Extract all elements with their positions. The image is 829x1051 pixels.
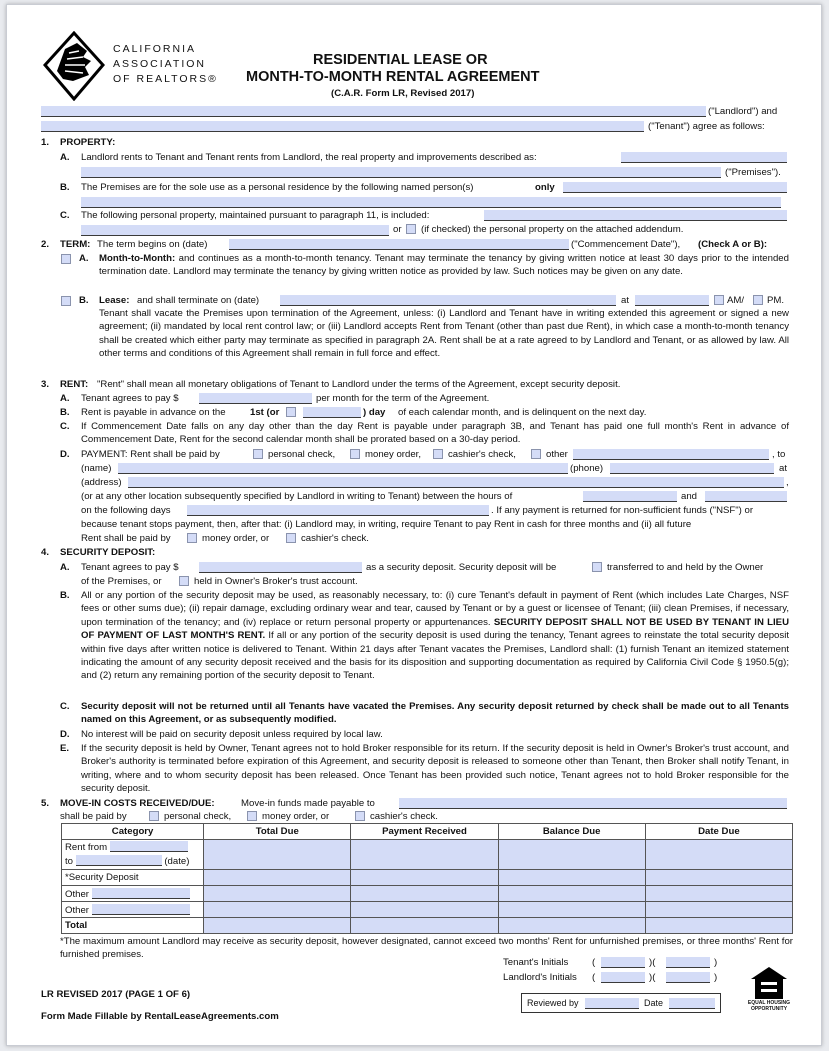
section4-number: 4. [41, 547, 50, 558]
month-to-month-body: and continues as a month-to-month tenancy. Tenant may terminate the tenancy by giving written notice at least 30 days prior to the intended termination date. Landlord may terminate the tenancy by giving written notice as provided by law. Such notices may be given on any date. [99, 253, 789, 278]
rent-payable-text: Rent is payable in advance on the [81, 407, 226, 418]
org-line1: CALIFORNIA [113, 43, 197, 55]
doc-title-line1: RESIDENTIAL LEASE OR [313, 52, 488, 68]
item-label: A. [60, 393, 70, 404]
paren: ) [714, 957, 718, 968]
term-text: The term begins on (date) [97, 239, 208, 250]
section5-number: 5. [41, 798, 50, 809]
tenant-label: ("Tenant") agree as follows: [648, 121, 765, 132]
personal-property-field-2[interactable] [81, 225, 389, 236]
tenant-initials-field-2[interactable] [666, 957, 710, 968]
broker-text: If the security deposit is held by Owner, Tenant agrees not to hold Broker responsible for its return. If the security deposit is held in Owner's Broker's trust account, and Broker's authority is terminated before expiration of this Agreement, and security deposit is released to someone other than Tenant, then Broker shall notify Tenant, in writing, where and to whom security deposit has been released. Once Tenant has been provided such notice, Tenant agrees not to hold Broker responsible for the security deposit. [81, 743, 789, 795]
interest-text: No interest will be paid on security deposit unless required by local law. [81, 729, 383, 740]
landlord-initials-field-1[interactable] [601, 972, 645, 983]
table-header-row [62, 824, 793, 840]
paren: )( [649, 957, 656, 968]
col-balance-due: Balance Due [498, 824, 645, 840]
reviewed-by-label: Reviewed by [527, 998, 579, 1008]
occupants-field[interactable] [563, 182, 787, 193]
property-text: Landlord rents to Tenant and Tenant rents from Landlord, the real property and improvements described as: [81, 152, 537, 163]
section2-number: 2. [41, 239, 50, 250]
item-label: A. [60, 152, 70, 163]
section1-title: PROPERTY: [60, 137, 116, 148]
other-category-field-1[interactable] [92, 888, 190, 899]
paren: ( [592, 957, 596, 968]
doc-title-line2: MONTH-TO-MONTH RENTAL AGREEMENT [246, 69, 540, 85]
at-label: at [621, 295, 630, 306]
commencement-date-field[interactable] [229, 239, 569, 250]
review-date-label: Date [644, 998, 664, 1008]
table-row [62, 902, 793, 918]
paren: ( [592, 972, 596, 983]
col-date-due: Date Due [645, 824, 792, 840]
deposit-date-due-field[interactable] [645, 870, 792, 886]
day-label: ) day [363, 407, 386, 418]
tenant-initials-field-1[interactable] [601, 957, 645, 968]
doc-subtitle: (C.A.R. Form LR, Revised 2017) [331, 88, 475, 99]
table-row [62, 870, 793, 886]
item-label: C. [60, 421, 70, 432]
other-label-2: Other [65, 904, 89, 916]
cashiers-check-checkbox[interactable] [433, 449, 443, 459]
future-cashiers-check-label: cashier's check. [301, 533, 369, 544]
total-due-field[interactable] [204, 918, 351, 934]
deposit-warning: SECURITY DEPOSIT SHALL NOT BE USED BY TENANT IN LIEU OF PAYMENT OF LAST MONTH'S RENT. [81, 616, 789, 642]
lease-title: Lease: [99, 295, 130, 306]
deposit-payment-received-field[interactable] [351, 870, 498, 886]
personal-check-label: personal check, [268, 449, 336, 460]
other1-date-due-field[interactable] [645, 886, 792, 902]
pm-checkbox[interactable] [753, 295, 763, 305]
paid-by-text: shall be paid by [60, 811, 127, 822]
item-label: C. [60, 701, 70, 712]
nsf-text: . If any payment is returned for non-sufficient funds ("NSF") or [491, 505, 754, 516]
due-day-checkbox[interactable] [286, 407, 296, 417]
other2-payment-received-field[interactable] [351, 902, 498, 918]
other-label-1: Other [65, 888, 89, 900]
item-label: C. [60, 210, 70, 221]
total-payment-received-field[interactable] [351, 918, 498, 934]
lease-body-text: Tenant shall vacate the Premises upon termination of the Agreement, unless: (i) Landlord and Tenant have in writing extended this agreement or signed a new agreement; (ii) mandated by local rent control law; or (iii) Landlord accepts Rent from Tenant (other than past due Rent), in which case a month-to-month tenancy shall be created which either party may terminate as specified in paragraph 2A. Rent shall be at a rate agreed to by Landlord and Tenant, or as allowed by law. All other terms and conditions of this Agreement shall remain in full force and effect. [99, 308, 789, 360]
eho-text-1: EQUAL HOUSING [747, 1000, 791, 1006]
days-text: on the following days [81, 505, 171, 516]
stop-payment-text: because tenant stops payment, then, after that: (i) Landlord may, in writing, require Tenant to pay Rent in cash for three months and (ii) all future [81, 519, 692, 530]
item-label: A. [79, 253, 89, 264]
rent-date-label: (date) [164, 855, 190, 867]
comma-label: , [786, 477, 789, 488]
deposit-mid-text: as a security deposit. Security deposit will be [366, 562, 557, 573]
personal-property-text: The following personal property, maintained pursuant to paragraph 11, is included: [81, 210, 430, 221]
addendum-label: (if checked) the personal property on the attached addendum. [421, 224, 684, 235]
section3-number: 3. [41, 379, 50, 390]
deposit-amount-field[interactable] [199, 562, 362, 573]
commencement-label: ("Commencement Date"), [571, 239, 681, 250]
col-category: Category [62, 824, 204, 840]
lease-end-time-field[interactable] [635, 295, 709, 306]
item-label: B. [60, 182, 70, 193]
landlord-initials-field-2[interactable] [666, 972, 710, 983]
car-logo-icon [43, 31, 105, 101]
future-rent-text: Rent shall be paid by [81, 533, 171, 544]
other1-payment-received-field[interactable] [351, 886, 498, 902]
section3-title: RENT: [60, 379, 89, 390]
cashiers-check-label: cashier's check, [448, 449, 516, 460]
other-cell-2 [62, 902, 204, 918]
item-label: B. [79, 295, 89, 306]
other2-date-due-field[interactable] [645, 902, 792, 918]
deposit-max-note: *The maximum amount Landlord may receive as security deposit, however designated, cannot exceed two months' Rent for unfurnished premises, or three months' Rent for furnished premises. [60, 936, 793, 961]
movein-cashiers-check-checkbox[interactable] [355, 811, 365, 821]
move-in-text: Move-in funds made payable to [241, 798, 375, 809]
other-label: other [546, 449, 568, 460]
payee-phone-field[interactable] [610, 463, 774, 474]
landlord-label: ("Landlord") and [708, 106, 778, 117]
item-label: B. [60, 407, 70, 418]
first-label: 1st (or [250, 407, 280, 418]
deposit-balance-due-field[interactable] [498, 870, 645, 886]
hours-start-field[interactable] [583, 491, 677, 502]
rent-from-label: Rent from [65, 841, 108, 853]
month-to-month-title: Month-to-Month: [99, 253, 176, 264]
form-revision: LR REVISED 2017 (PAGE 1 OF 6) [41, 989, 191, 1000]
check-a-or-b: (Check A or B): [698, 239, 768, 250]
address-label: (address) [81, 477, 122, 488]
rent-date-due-field[interactable] [645, 840, 792, 870]
am-checkbox[interactable] [714, 295, 724, 305]
rent-to-field[interactable] [76, 855, 162, 866]
security-deposit-cell: *Security Deposit [62, 870, 204, 886]
movein-cashiers-check-label: cashier's check. [370, 811, 438, 822]
landlord-initials-label: Landlord's Initials [503, 972, 577, 983]
to-label: , to [772, 449, 786, 460]
item-label: D. [60, 729, 70, 740]
only-label: only [535, 182, 555, 193]
movein-money-order-label: money order, or [262, 811, 330, 822]
deposit-return-text: Security deposit will not be returned until all Tenants have vacated the Premises. Any security deposit returned by check shall be made out to all Tenants named on this Agreement, or as subsequently modified. [81, 701, 789, 726]
residence-text: The Premises are for the sole use as a personal residence by the following named person(s) [81, 182, 474, 193]
future-cashiers-check-checkbox[interactable] [286, 533, 296, 543]
lease-checkbox[interactable] [61, 296, 71, 306]
other2-total-due-field[interactable] [204, 902, 351, 918]
rent-to-label: to [65, 855, 74, 867]
reviewed-by-field[interactable] [585, 998, 639, 1009]
tenant-name-field[interactable] [41, 121, 644, 132]
movein-personal-check-checkbox[interactable] [149, 811, 159, 821]
col-total-due: Total Due [204, 824, 351, 840]
total-balance-due-field[interactable] [498, 918, 645, 934]
rent-period-cell [62, 840, 204, 870]
month-to-month-text [99, 252, 789, 279]
item-label: E. [60, 743, 70, 754]
deposit-use-text [81, 589, 789, 683]
premises-address-field-2[interactable] [81, 167, 721, 178]
rent-amount-text: Tenant agrees to pay $ [81, 393, 179, 404]
other-cell-1 [62, 886, 204, 902]
document-page [6, 4, 822, 1046]
proration-text: If Commencement Date falls on any day other than the day Rent is payable under paragraph 3B, and Tenant has paid one full month's Rent in advance of Commencement Date, Rent for the second calendar month shall be prorated based on a 30-day period. [81, 421, 789, 446]
other2-balance-due-field[interactable] [498, 902, 645, 918]
other-category-field-2[interactable] [92, 904, 190, 915]
broker-trust-label: held in Owner's Broker's trust account. [194, 576, 358, 587]
owner-held-label: transferred to and held by the Owner [607, 562, 764, 573]
premises-or-text: of the Premises, or [81, 576, 162, 587]
item-label: A. [60, 562, 70, 573]
item-label: D. [60, 449, 70, 460]
paren: )( [649, 972, 656, 983]
tenant-initials-label: Tenant's Initials [503, 957, 569, 968]
rent-amount-field[interactable] [199, 393, 312, 404]
deposit-amount-text: Tenant agrees to pay $ [81, 562, 179, 573]
broker-trust-checkbox[interactable] [179, 576, 189, 586]
lease-terminate-text: and shall terminate on (date) [137, 295, 260, 306]
personal-property-field[interactable] [484, 210, 787, 221]
pm-label: PM. [767, 295, 785, 306]
payment-days-field[interactable] [187, 505, 489, 516]
at-label-2: at [779, 463, 788, 474]
review-date-field[interactable] [669, 998, 715, 1009]
future-money-order-checkbox[interactable] [187, 533, 197, 543]
premises-label: ("Premises"). [725, 167, 781, 178]
rent-payment-received-field[interactable] [351, 840, 498, 870]
payable-to-field[interactable] [399, 798, 787, 809]
owner-held-checkbox[interactable] [592, 562, 602, 572]
org-line3: OF REALTORS® [113, 73, 218, 85]
month-to-month-checkbox[interactable] [61, 254, 71, 264]
deposit-total-due-field[interactable] [204, 870, 351, 886]
name-label: (name) [81, 463, 112, 474]
other1-balance-due-field[interactable] [498, 886, 645, 902]
personal-check-checkbox[interactable] [253, 449, 263, 459]
eho-text-2: OPPORTUNITY [750, 1006, 788, 1012]
move-in-costs-table [61, 823, 793, 934]
money-order-label: money order, [365, 449, 421, 460]
table-row [62, 886, 793, 902]
payee-address-field[interactable] [128, 477, 784, 488]
payment-text: PAYMENT: Rent shall be paid by [81, 449, 220, 460]
rent-total-due-field[interactable] [204, 840, 351, 870]
landlord-name-field[interactable] [41, 106, 706, 117]
table-row [62, 918, 793, 934]
rent-amount-end: per month for the term of the Agreement. [316, 393, 490, 404]
am-label: AM/ [727, 295, 745, 306]
occupants-field-2[interactable] [81, 197, 781, 208]
total-date-due-field[interactable] [645, 918, 792, 934]
other1-total-due-field[interactable] [204, 886, 351, 902]
rent-from-field[interactable] [110, 841, 188, 852]
other-checkbox[interactable] [531, 449, 541, 459]
other-payment-field[interactable] [573, 449, 769, 460]
deposit-return-body: If all or any portion of the security deposit is used during the tenancy, Tenant agrees to reinstate the total security deposit within five days after written notice is delivered to Tenant. Within 21 days after Tenant vacates the Premises, Landlord shall: (1) furnish Tenant an itemized statement indicating the amount of any security deposit received and the basis for its disposition and supporting documentation as required by California Civil Code § 1950.5(g); and (2) return any remaining portion of the security deposit to Tenant. [81, 630, 789, 682]
movein-money-order-checkbox[interactable] [247, 811, 257, 821]
payee-name-field[interactable] [118, 463, 568, 474]
section2-title: TERM: [60, 239, 91, 250]
money-order-checkbox[interactable] [350, 449, 360, 459]
fillable-credit: Form Made Fillable by RentalLeaseAgreements.com [41, 1011, 279, 1022]
rent-definition: "Rent" shall mean all monetary obligations of Tenant to Landlord under the terms of the Agreement, except security deposit. [97, 379, 621, 390]
premises-address-field[interactable] [621, 152, 787, 163]
movein-personal-check-label: personal check, [164, 811, 232, 822]
section4-title: SECURITY DEPOSIT: [60, 547, 156, 558]
section5-title: MOVE-IN COSTS RECEIVED/DUE: [60, 798, 215, 809]
lease-end-date-field[interactable] [280, 295, 616, 306]
section1-number: 1. [41, 137, 50, 148]
due-day-field[interactable] [303, 407, 361, 418]
org-line2: ASSOCIATION [113, 58, 206, 70]
phone-label: (phone) [570, 463, 604, 474]
table-row [62, 840, 793, 870]
rent-balance-due-field[interactable] [498, 840, 645, 870]
and-label: and [681, 491, 698, 502]
col-payment-received: Payment Received [351, 824, 498, 840]
or-label: or [393, 224, 402, 235]
item-label: B. [60, 590, 70, 601]
rent-payable-end: of each calendar month, and is delinquent on the next day. [398, 407, 647, 418]
hours-end-field[interactable] [705, 491, 787, 502]
addendum-checkbox[interactable] [406, 224, 416, 234]
hours-text: (or at any other location subsequently specified by Landlord in writing to Tenant) between the hours of [81, 491, 513, 502]
future-money-order-label: money order, or [202, 533, 270, 544]
deposit-use-body: All or any portion of the security deposit may be used, as reasonably necessary, to: (i) cure Tenant's default in payment of Rent (which includes Late Charges, NSF fees or other sums due); (ii) repair damage, excluding ordinary wear and tear, caused by Tenant or by a guest or licensee of Tenant; (iii) clean Premises, if necessary, upon termination of the tenancy; and (iv) replace or return personal property or appurtenances. [81, 590, 789, 628]
paren: ) [714, 972, 718, 983]
total-cell: Total [62, 918, 204, 934]
